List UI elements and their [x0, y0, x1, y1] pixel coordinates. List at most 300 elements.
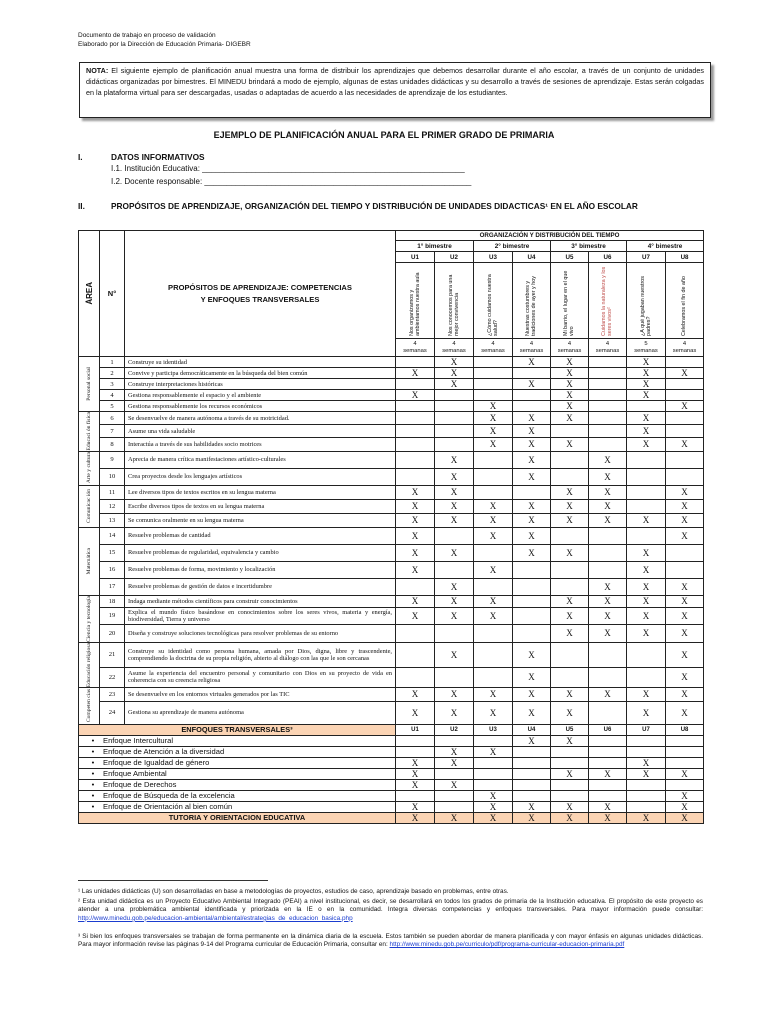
mark-cell: X	[627, 412, 666, 425]
bullet-icon: •	[91, 747, 95, 757]
competency-row	[79, 701, 704, 724]
bimestre-4: 4° bimestre	[627, 241, 704, 252]
competency-text: Asume la experiencia del encuentro personal y comunitario con Dios en su proyecto de vida en coherencia con su creencia religiosa	[125, 667, 396, 687]
duration-8-weeks: 4	[682, 340, 687, 347]
competency-text: Resuelve problemas de regularidad, equivalencia y cambio	[125, 544, 396, 561]
competency-text: Aprecia de manera crítica manifestaciones artístico-culturales	[125, 451, 396, 468]
mark-cell: X	[435, 544, 474, 561]
footnote-1: ¹ Las unidades didácticas (U) son desarrolladas en base a metodologías de proyectos, estudios de caso, aprendizaje basado en problemas, entre otras.	[78, 888, 509, 895]
mark-cell: X	[666, 595, 704, 607]
mark-cell: X	[589, 687, 627, 701]
mark-cell	[435, 390, 474, 401]
mark-cell	[589, 746, 627, 757]
mark-cell	[551, 790, 589, 801]
competency-number: 6	[100, 412, 125, 425]
mark-cell	[627, 667, 666, 687]
duration-7-weeks: 5	[644, 340, 648, 347]
enfoque-text: Enfoque Ambiental	[103, 769, 167, 779]
competency-text: Se desenvuelve de manera autónoma a través de su motricidad.	[125, 412, 396, 425]
mark-cell	[435, 438, 474, 451]
mark-cell: X	[551, 513, 589, 527]
competency-number: 20	[100, 625, 125, 642]
competency-text: Resuelve problemas de forma, movimiento y localización	[125, 561, 396, 578]
mark-cell: X	[513, 801, 551, 812]
duration-6-weeks: 4	[605, 340, 610, 347]
mark-cell	[474, 625, 513, 642]
mark-cell: X	[435, 595, 474, 607]
area-name: Ciencia y tecnología	[86, 595, 92, 642]
mark-cell: X	[666, 768, 704, 779]
mark-cell: X	[396, 779, 435, 790]
competency-number: 9	[100, 451, 125, 468]
mark-cell	[513, 607, 551, 624]
competency-number: 17	[100, 578, 125, 595]
unit-title-6-text: Cuidamos la naturaleza y los seres vivos²	[601, 266, 614, 336]
enfoque-cell	[79, 757, 396, 768]
mark-cell: X	[513, 425, 551, 438]
mark-cell: X	[435, 757, 474, 768]
unit-code-6: U6	[589, 252, 627, 263]
mark-cell	[513, 790, 551, 801]
mark-cell	[474, 485, 513, 499]
mark-cell: X	[513, 687, 551, 701]
tutoria-row	[79, 812, 704, 823]
mark-cell: X	[435, 746, 474, 757]
mark-cell	[435, 790, 474, 801]
mark-cell: X	[589, 451, 627, 468]
unit-title-7	[627, 263, 666, 339]
unit-title-8-text: Celebramos el fin de año	[681, 275, 688, 336]
enfoque-text: Enfoque de Atención a la diversidad	[103, 747, 225, 757]
mark-cell: X	[396, 390, 435, 401]
mark-cell	[435, 561, 474, 578]
competency-text: Construye su identidad como persona humana, amada por Dios, digna, libre y trascendente, comprendiendo la doctrina de su propia religión, abierto al diálogo con las que le son cercanas	[125, 642, 396, 667]
unit-title-8	[666, 263, 704, 339]
mark-cell: X	[435, 485, 474, 499]
mark-cell: X	[589, 625, 627, 642]
competency-row	[79, 687, 704, 701]
mark-cell: X	[666, 625, 704, 642]
competency-number: 1	[100, 357, 125, 368]
mark-cell: X	[435, 357, 474, 368]
competency-text: Resuelve problemas de gestión de datos e incertidumbre	[125, 578, 396, 595]
mark-cell: X	[666, 607, 704, 624]
mark-cell: X	[474, 412, 513, 425]
mark-cell	[396, 642, 435, 667]
mark-cell: X	[666, 812, 704, 823]
mark-cell	[513, 746, 551, 757]
mark-cell: X	[666, 499, 704, 513]
footnote-2-text: ² Esta unidad didáctica es un Proyecto Educativo Ambiental Integrado (PEAI) a nivel institucional, es decir, se desarrollará en todos los grados de primaria de la Institución educativa. El propósito de este proyecto es atender a una problemática ambiental identificada y priorizada en la IE o en la comunidad. Integra diversas competencias y enfoques transversales. Para mayor información puede consultar:	[78, 898, 703, 914]
mark-cell: X	[551, 485, 589, 499]
competency-number: 7	[100, 425, 125, 438]
mark-cell	[627, 527, 666, 544]
mark-cell	[666, 412, 704, 425]
mark-cell: X	[396, 687, 435, 701]
mark-cell: X	[589, 595, 627, 607]
mark-cell: X	[551, 812, 589, 823]
unit-code-5: U5	[551, 252, 589, 263]
purpose-header: PROPÓSITOS DE APRENDIZAJE: COMPETENCIAS Y ENFOQUES TRANSVERSALES	[125, 231, 396, 357]
mark-cell: X	[396, 757, 435, 768]
area-name: Comunicac ión	[86, 489, 92, 524]
mark-cell: X	[666, 642, 704, 667]
area-cell	[79, 412, 100, 452]
mark-cell: X	[435, 701, 474, 724]
area-header	[79, 231, 100, 357]
mark-cell	[513, 401, 551, 412]
competency-text: Escribe diversos tipos de textos en su lengua materna	[125, 499, 396, 513]
mark-cell	[513, 368, 551, 379]
mark-cell	[589, 642, 627, 667]
unit-code-3: U3	[474, 252, 513, 263]
mark-cell	[551, 746, 589, 757]
competency-text: Gestiona su aprendizaje de manera autónoma	[125, 701, 396, 724]
duration-8	[666, 339, 704, 357]
note-label: NOTA:	[86, 66, 109, 75]
competency-row	[79, 499, 704, 513]
unit-title-5	[551, 263, 589, 339]
unit-title-3	[474, 263, 513, 339]
duration-3-unit: semanas	[481, 347, 505, 354]
mark-cell: X	[589, 812, 627, 823]
enfoques-unit-2: U2	[435, 724, 474, 735]
mark-cell	[589, 701, 627, 724]
duration-3	[474, 339, 513, 357]
mark-cell	[474, 368, 513, 379]
mark-cell	[666, 544, 704, 561]
unit-code-1: U1	[396, 252, 435, 263]
mark-cell: X	[474, 687, 513, 701]
mark-cell: X	[627, 544, 666, 561]
mark-cell	[666, 561, 704, 578]
mark-cell: X	[474, 701, 513, 724]
duration-2	[435, 339, 474, 357]
area-cell	[79, 485, 100, 527]
competency-row	[79, 425, 704, 438]
competency-row	[79, 357, 704, 368]
duration-1-unit: semanas	[403, 347, 427, 354]
mark-cell	[474, 642, 513, 667]
competency-row	[79, 544, 704, 561]
competency-row	[79, 578, 704, 595]
mark-cell	[589, 357, 627, 368]
area-cell	[79, 527, 100, 595]
mark-cell: X	[435, 687, 474, 701]
mark-cell: X	[551, 701, 589, 724]
mark-cell: X	[474, 438, 513, 451]
mark-cell	[589, 561, 627, 578]
competency-text: Convive y participa democráticamente en la búsqueda del bien común	[125, 368, 396, 379]
enfoque-row	[79, 779, 704, 790]
footnote-separator	[78, 880, 268, 881]
competency-row	[79, 625, 704, 642]
enfoque-text: Enfoque de Igualdad de género	[103, 758, 210, 768]
mark-cell: X	[627, 357, 666, 368]
duration-6-unit: semanas	[595, 347, 620, 354]
mark-cell: X	[666, 401, 704, 412]
mark-cell	[435, 412, 474, 425]
mark-cell: X	[666, 368, 704, 379]
mark-cell	[435, 527, 474, 544]
mark-cell	[396, 412, 435, 425]
competency-row	[79, 561, 704, 578]
mark-cell: X	[513, 544, 551, 561]
enfoques-unit-8: U8	[666, 724, 704, 735]
footnote-3-text: ³ Si bien los enfoques transversales se trabajan de forma permanente en la dinámica diaria de la escuela. Estos también se pueden abordar de manera planificada y con mayor énfasis en algunas unidades didácticas. Para mayor información revise las páginas 9-14 del Programa curricular de Educación Primaria, consultar en:	[78, 933, 703, 949]
competency-row	[79, 368, 704, 379]
mark-cell: X	[513, 451, 551, 468]
mark-cell: X	[589, 801, 627, 812]
footnote-2-link[interactable]: http://www.minedu.gob.pe/educacion-ambiental/ambiental/estrategias_de_educacion_basica.php	[78, 914, 353, 922]
mark-cell	[666, 746, 704, 757]
competency-text: Interactúa a través de sus habilidades socio motrices	[125, 438, 396, 451]
competency-row	[79, 607, 704, 624]
mark-cell	[396, 790, 435, 801]
mark-cell	[396, 746, 435, 757]
planning-table	[78, 230, 704, 824]
mark-cell: X	[551, 390, 589, 401]
mark-cell	[474, 544, 513, 561]
mark-cell: X	[396, 561, 435, 578]
mark-cell	[627, 499, 666, 513]
competency-row	[79, 527, 704, 544]
mark-cell: X	[513, 468, 551, 485]
competency-text: Construye su identidad	[125, 357, 396, 368]
mark-cell: X	[666, 790, 704, 801]
competency-row	[79, 401, 704, 412]
mark-cell: X	[551, 687, 589, 701]
enfoque-row	[79, 746, 704, 757]
mark-cell	[396, 735, 435, 746]
mark-cell	[589, 412, 627, 425]
area-name: Competen cias	[86, 689, 92, 723]
mark-cell: X	[666, 801, 704, 812]
enfoque-row	[79, 735, 704, 746]
mark-cell	[666, 451, 704, 468]
area-cell	[79, 687, 100, 724]
mark-cell	[589, 667, 627, 687]
mark-cell: X	[627, 379, 666, 390]
unit-title-4	[513, 263, 551, 339]
mark-cell	[474, 757, 513, 768]
mark-cell: X	[627, 578, 666, 595]
mark-cell	[396, 425, 435, 438]
unit-code-2: U2	[435, 252, 474, 263]
mark-cell: X	[396, 485, 435, 499]
duration-3-weeks: 4	[491, 340, 495, 347]
mark-cell: X	[396, 544, 435, 561]
mark-cell	[474, 768, 513, 779]
mark-cell: X	[435, 578, 474, 595]
duration-5-weeks: 4	[567, 340, 572, 347]
competency-number: 12	[100, 499, 125, 513]
mark-cell	[396, 379, 435, 390]
competency-row	[79, 451, 704, 468]
mark-cell: X	[513, 735, 551, 746]
area-name: Educación religiosa	[86, 642, 92, 687]
mark-cell	[627, 735, 666, 746]
enfoque-text: Enfoque Intercultural	[103, 736, 174, 746]
enfoques-unit-6: U6	[589, 724, 627, 735]
competency-text: Gestiona responsablemente los recursos económicos	[125, 401, 396, 412]
mark-cell: X	[551, 499, 589, 513]
enfoques-unit-1: U1	[396, 724, 435, 735]
mark-cell: X	[435, 812, 474, 823]
mark-cell	[513, 625, 551, 642]
mark-cell: X	[627, 687, 666, 701]
mark-cell	[589, 401, 627, 412]
competency-number: 19	[100, 607, 125, 624]
mark-cell: X	[627, 701, 666, 724]
mark-cell: X	[589, 578, 627, 595]
mark-cell: X	[435, 607, 474, 624]
unit-code-4: U4	[513, 252, 551, 263]
enfoque-row	[79, 801, 704, 812]
mark-cell: X	[396, 513, 435, 527]
area-name: Educaci ón física	[86, 412, 92, 451]
mark-cell: X	[551, 438, 589, 451]
mark-cell: X	[627, 390, 666, 401]
mark-cell: X	[513, 412, 551, 425]
mark-cell: X	[396, 768, 435, 779]
enfoque-text: Enfoque de Búsqueda de la excelencia	[103, 791, 235, 801]
mark-cell: X	[396, 607, 435, 624]
mark-cell: X	[435, 499, 474, 513]
mark-cell	[627, 451, 666, 468]
unit-title-6	[589, 263, 627, 339]
bullet-icon: •	[91, 780, 95, 790]
mark-cell	[474, 468, 513, 485]
mark-cell	[435, 801, 474, 812]
number-header: N°	[100, 231, 125, 357]
mark-cell: X	[551, 607, 589, 624]
enfoque-cell	[79, 735, 396, 746]
enfoques-unit-4: U4	[513, 724, 551, 735]
competency-row	[79, 390, 704, 401]
area-cell	[79, 595, 100, 642]
mark-cell	[589, 425, 627, 438]
mark-cell: X	[513, 701, 551, 724]
mark-cell	[474, 667, 513, 687]
mark-cell	[513, 768, 551, 779]
competency-number: 15	[100, 544, 125, 561]
institution-field: I.1. Institución Educativa: ___________________________________________________________	[111, 164, 465, 173]
mark-cell	[627, 746, 666, 757]
mark-cell	[589, 438, 627, 451]
teacher-field: I.2. Docente responsable: ____________________________________________________________	[111, 177, 472, 186]
mark-cell: X	[513, 642, 551, 667]
footnote-2	[78, 898, 703, 923]
mark-cell: X	[513, 438, 551, 451]
mark-cell	[551, 451, 589, 468]
duration-4-weeks: 4	[529, 340, 534, 347]
mark-cell: X	[474, 790, 513, 801]
mark-cell	[551, 642, 589, 667]
mark-cell: X	[474, 527, 513, 544]
mark-cell	[666, 735, 704, 746]
competency-number: 3	[100, 379, 125, 390]
mark-cell	[627, 401, 666, 412]
competency-row	[79, 485, 704, 499]
enfoque-cell	[79, 746, 396, 757]
mark-cell	[551, 757, 589, 768]
mark-cell	[396, 357, 435, 368]
note-box	[79, 62, 711, 118]
competency-row	[79, 412, 704, 425]
enfoque-cell	[79, 768, 396, 779]
mark-cell: X	[474, 595, 513, 607]
section-2-title: PROPÓSITOS DE APRENDIZAJE, ORGANIZACIÓN DEL TIEMPO Y DISTRIBUCIÓN DE UNIDADES DIDACTICAS¹ EN EL AÑO ESCOLAR	[111, 201, 638, 211]
competency-text: Se comunica oralmente en su lengua materna	[125, 513, 396, 527]
mark-cell	[551, 578, 589, 595]
mark-cell	[589, 527, 627, 544]
mark-cell	[474, 578, 513, 595]
unit-code-8: U8	[666, 252, 704, 263]
mark-cell: X	[627, 561, 666, 578]
competency-text: Construye interpretaciones históricas	[125, 379, 396, 390]
duration-5-unit: semanas	[557, 347, 582, 354]
mark-cell: X	[627, 625, 666, 642]
area-header-label: ÁREA	[84, 282, 94, 305]
enfoques-header-row	[79, 724, 704, 735]
duration-8-unit: semanas	[672, 347, 697, 354]
mark-cell	[627, 485, 666, 499]
mark-cell	[551, 468, 589, 485]
unit-title-4-text: Nuestras costumbres y tradiciones de ayer y hoy	[525, 275, 538, 336]
mark-cell	[666, 757, 704, 768]
mark-cell	[627, 779, 666, 790]
competency-text: Crea proyectos desde los lenguajes artísticos	[125, 468, 396, 485]
duration-7	[627, 339, 666, 357]
mark-cell	[589, 379, 627, 390]
mark-cell: X	[513, 667, 551, 687]
mark-cell: X	[666, 513, 704, 527]
footnote-3	[78, 933, 703, 950]
mark-cell: X	[474, 812, 513, 823]
mark-cell: X	[435, 379, 474, 390]
competency-text: Asume una vida saludable	[125, 425, 396, 438]
unit-title-7-text: ¿A qué jugaban nuestros padres?	[639, 275, 652, 336]
mark-cell	[666, 468, 704, 485]
section-2-number: II.	[78, 201, 85, 211]
document-header	[78, 31, 251, 49]
mark-cell	[627, 468, 666, 485]
competency-number: 23	[100, 687, 125, 701]
mark-cell: X	[396, 812, 435, 823]
mark-cell: X	[435, 513, 474, 527]
area-name: Arte y cultura	[86, 452, 92, 484]
duration-5	[551, 339, 589, 357]
mark-cell: X	[474, 513, 513, 527]
footnote-3-link[interactable]: http://www.minedu.gob.pe/curriculo/pdf/programa-curricular-educacion-primaria.pdf	[389, 941, 625, 949]
area-cell	[79, 642, 100, 687]
mark-cell: X	[589, 485, 627, 499]
mark-cell: X	[513, 499, 551, 513]
competency-number: 18	[100, 595, 125, 607]
mark-cell	[474, 379, 513, 390]
mark-cell: X	[589, 499, 627, 513]
mark-cell: X	[474, 746, 513, 757]
mark-cell	[589, 735, 627, 746]
mark-cell	[513, 595, 551, 607]
mark-cell: X	[435, 642, 474, 667]
mark-cell	[513, 390, 551, 401]
enfoques-header: ENFOQUES TRANSVERSALES³	[79, 724, 396, 735]
duration-7-unit: semanas	[634, 347, 658, 354]
mark-cell: X	[551, 412, 589, 425]
mark-cell	[396, 667, 435, 687]
